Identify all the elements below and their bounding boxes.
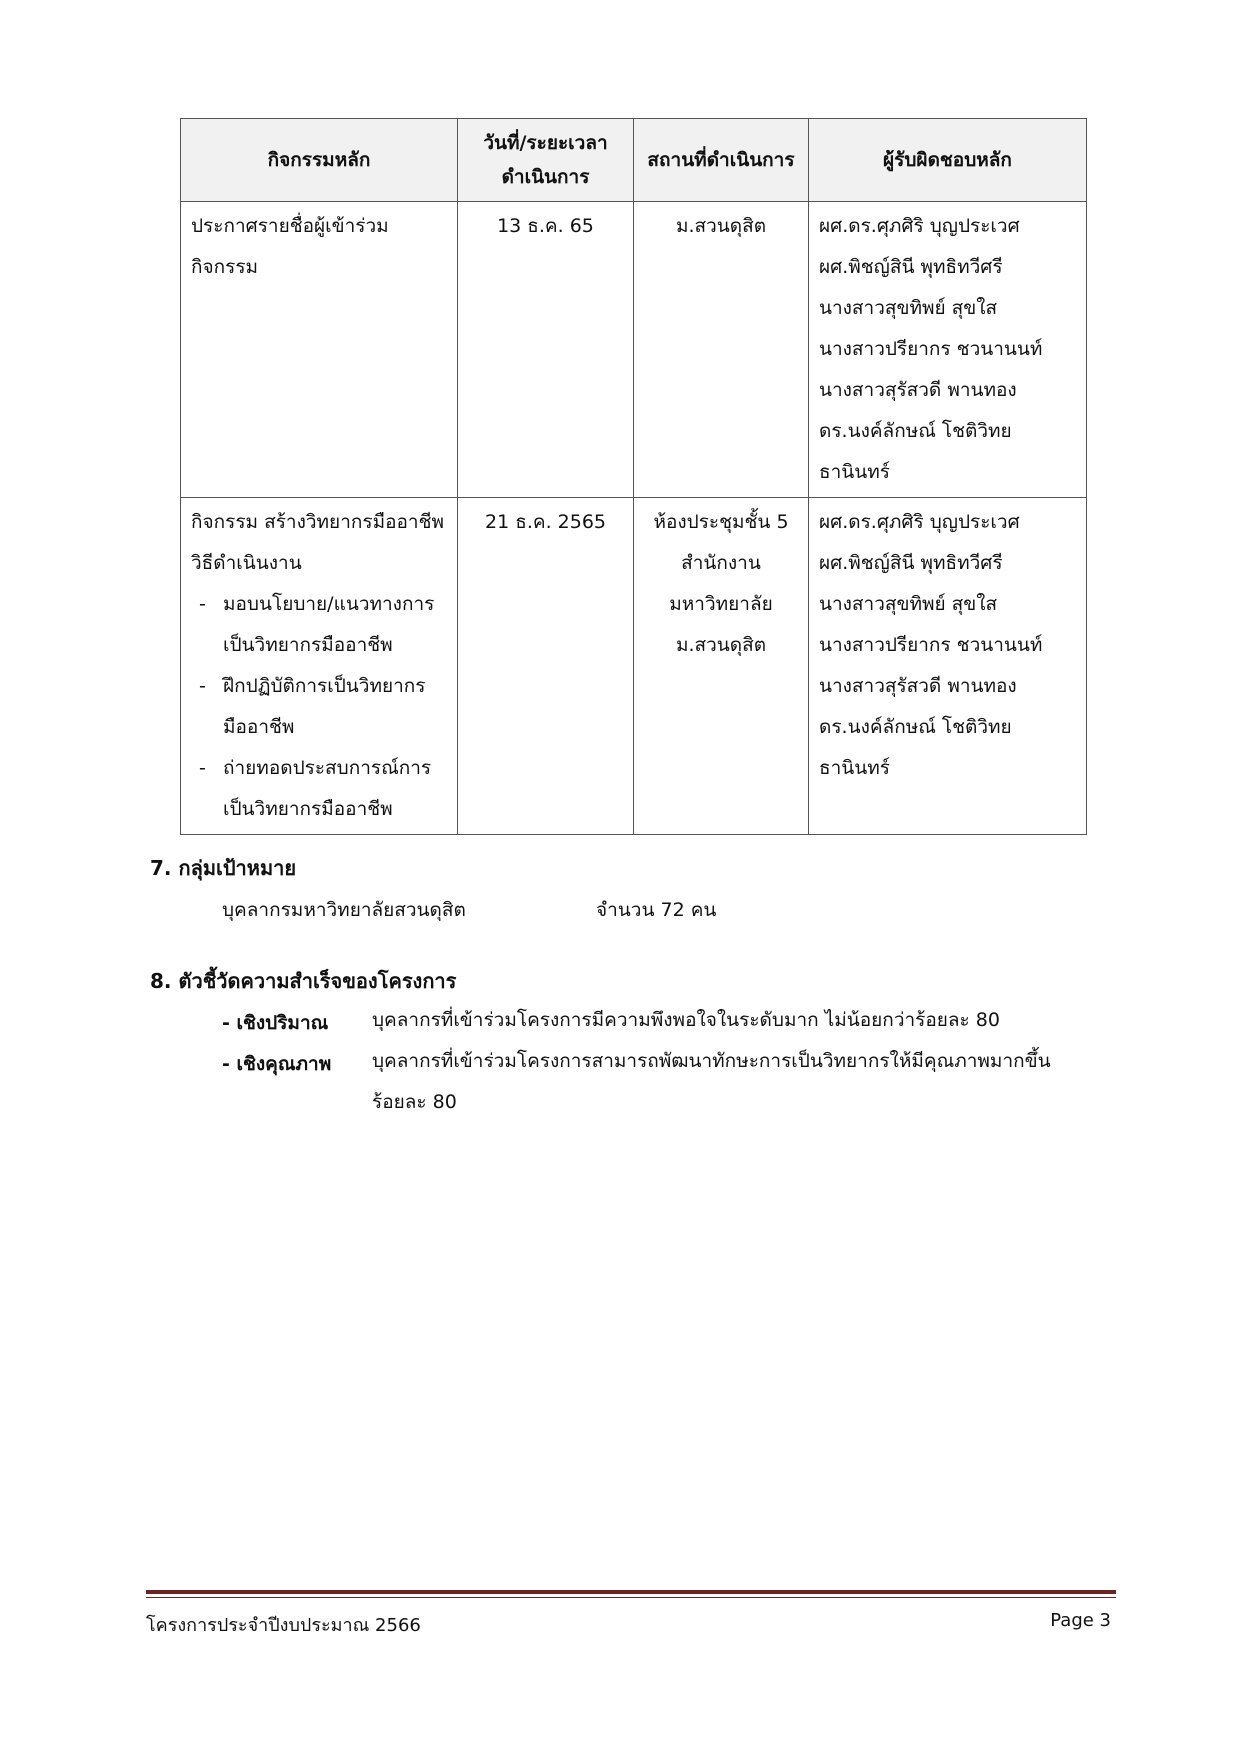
cell-owners: ผศ.ดร.ศุภศิริ บุญประเวศ ผศ.พิชญ์สินี พุทธิทวีศรี นางสาวสุขทิพย์ สุขใส นางสาวปรียากร ชวนานนท์ นางสาวสุรัสวดี พานทอง ดร.นงค์ลักษณ์ โชติวิทย ธานินทร์	[809, 202, 1087, 498]
table-header-row	[181, 119, 1087, 202]
indicator-quantity-text: บุคลากรที่เข้าร่วมโครงการมีความพึงพอใจในระดับมาก ไม่น้อยกว่าร้อยละ 80	[372, 1009, 1000, 1031]
table-row	[181, 202, 1087, 498]
section-8-heading: 8. ตัวชี้วัดความสำเร็จของโครงการ	[150, 969, 457, 993]
header-owner: ผู้รับผิดชอบหลัก	[809, 119, 1087, 202]
cell-activity: ประกาศรายชื่อผู้เข้าร่วม กิจกรรม	[181, 202, 458, 498]
indicator-quantity-label: - เชิงปริมาณ	[222, 1012, 329, 1034]
list-item: - ฝึกปฏิบัติการเป็นวิทยากร	[199, 675, 426, 697]
indicator-quality-text: บุคลากรที่เข้าร่วมโครงการสามารถพัฒนาทักษะการเป็นวิทยากรให้มีคุณภาพมากขึ้น ร้อยละ 80	[372, 1050, 1051, 1113]
section-7-heading: 7. กลุ่มเป้าหมาย	[150, 856, 297, 880]
list-item: - ถ่ายทอดประสบการณ์การ	[199, 757, 432, 779]
list-item: - มอบนโยบาย/แนวทางการ	[199, 593, 435, 615]
footer-project: โครงการประจำปีงบประมาณ 2566	[146, 1615, 421, 1636]
footer-rule	[146, 1590, 1116, 1594]
cell-date: 13 ธ.ค. 65	[458, 202, 634, 498]
activity-table	[180, 118, 1087, 835]
indicator-quality-label: - เชิงคุณภาพ	[222, 1053, 332, 1075]
header-place: สถานที่ดำเนินการ	[634, 119, 809, 202]
cell-place: ม.สวนดุสิต	[634, 202, 809, 498]
footer-rule-thin	[146, 1597, 1116, 1598]
header-date-line-2: ดำเนินการ	[501, 166, 590, 188]
cell-place: ห้องประชุมชั้น 5 สำนักงาน มหาวิทยาลัย ม.สวนดุสิต	[634, 498, 809, 835]
cell-owners: ผศ.ดร.ศุภศิริ บุญประเวศ ผศ.พิชญ์สินี พุทธิทวีศรี นางสาวสุขทิพย์ สุขใส นางสาวปรียากร ชวนานนท์ นางสาวสุรัสวดี พานทอง ดร.นงค์ลักษณ์ โชติวิทย ธานินทร์	[809, 498, 1087, 835]
header-activity: กิจกรรมหลัก	[181, 119, 458, 202]
cell-activity: กิจกรรม สร้างวิทยากรมืออาชีพ วิธีดำเนินงาน - มอบนโยบาย/แนวทางการ เป็นวิทยากรมืออาชีพ - ฝึกปฏิบัติการเป็นวิทยากร มืออาชีพ - ถ่ายทอดประสบการณ์การ เป็นวิทยากรมืออาชีพ	[181, 498, 458, 835]
target-group: บุคลากรมหาวิทยาลัยสวนดุสิต	[222, 899, 466, 921]
table-row	[181, 498, 1087, 835]
header-date-line-1: วันที่/ระยะเวลา	[483, 132, 608, 154]
header-date	[458, 119, 634, 202]
target-count: จำนวน 72 คน	[596, 899, 717, 921]
page-number: Page 3	[1050, 1610, 1111, 1631]
cell-date: 21 ธ.ค. 2565	[458, 498, 634, 835]
